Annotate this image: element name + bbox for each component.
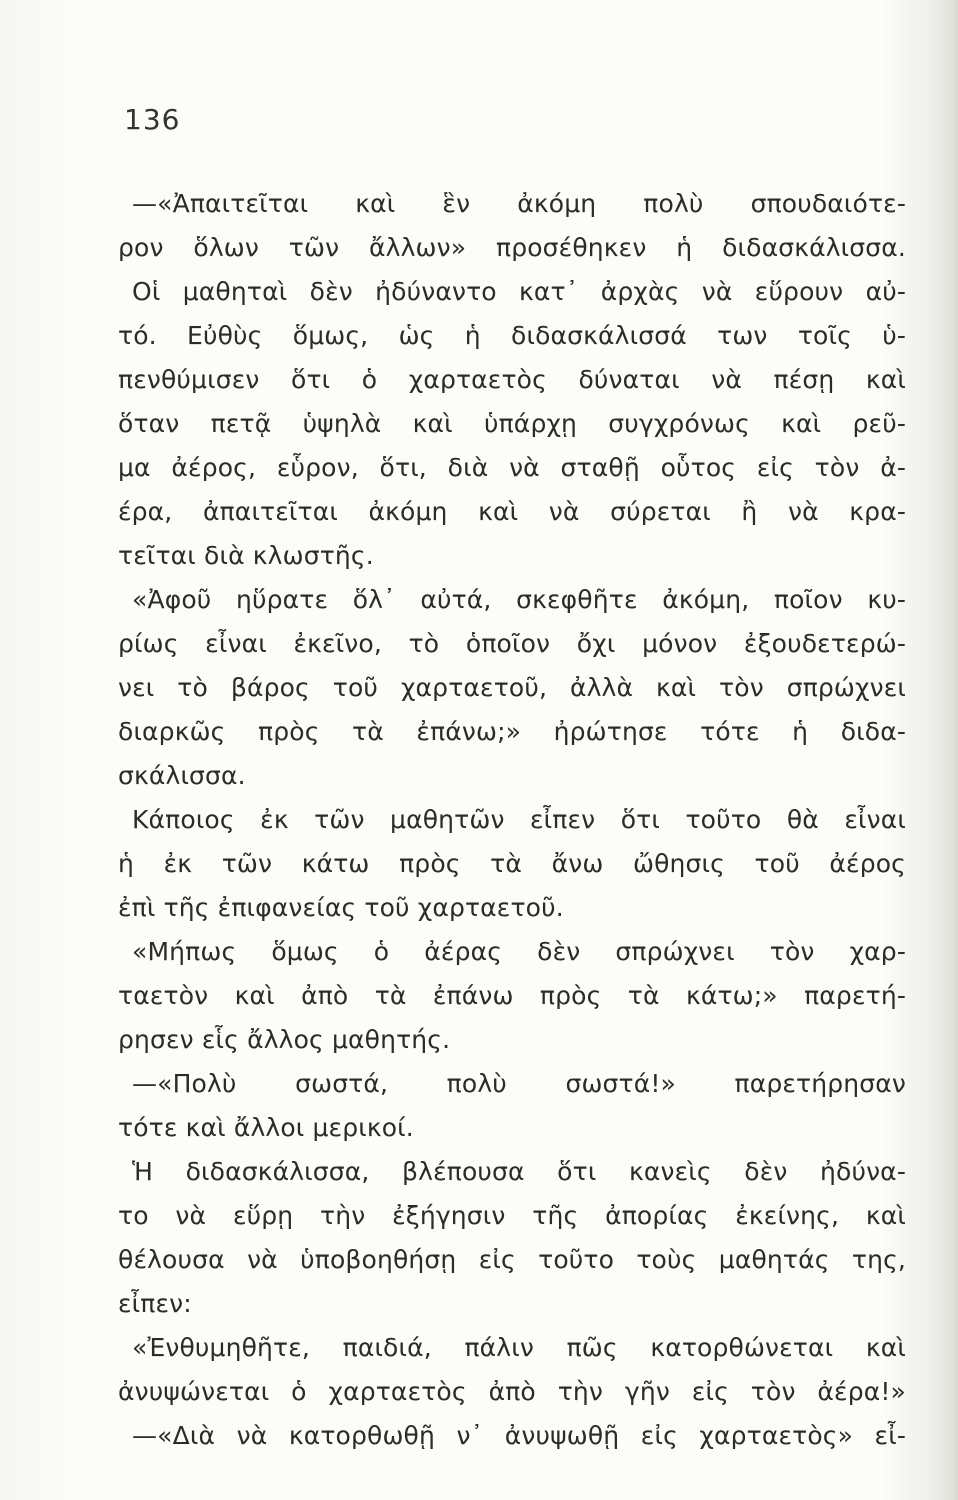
text-line: Οἱ μαθηταὶ δὲν ἠδύναντο κατ᾿ ἀρχὰς νὰ εὕρουν αὐ- <box>132 277 906 306</box>
text-line: τεῖται διὰ κλωστῆς. <box>118 541 374 570</box>
text-line: διαρκῶς πρὸς τὰ ἐπάνω;» ἠρώτησε τότε ἡ διδα- <box>118 717 906 746</box>
text-line: —«Ἀπαιτεῖται καὶ ἓν ἀκόμη πολὺ σπουδαιότε- <box>132 189 906 218</box>
text-line: το νὰ εὕρῃ τὴν ἐξήγησιν τῆς ἀπορίας ἐκείνης, καὶ <box>118 1201 906 1230</box>
text-line: εἶπεν: <box>118 1289 192 1318</box>
text-line: ταετὸν καὶ ἀπὸ τὰ ἐπάνω πρὸς τὰ κάτω;» παρετή- <box>118 981 906 1010</box>
text-line: μα ἀέρος, εὗρον, ὅτι, διὰ νὰ σταθῇ οὗτος εἰς τὸν ἀ- <box>118 453 906 482</box>
text-line: θέλουσα νὰ ὑποβοηθήσῃ εἰς τοῦτο τοὺς μαθητάς της, <box>118 1245 906 1274</box>
text-line: ἀνυψώνεται ὁ χαρταετὸς ἀπὸ τὴν γῆν εἰς τὸν ἀέρα!» <box>118 1377 906 1406</box>
text-line: Κάποιος ἐκ τῶν μαθητῶν εἶπεν ὅτι τοῦτο θὰ εἶναι <box>132 805 906 834</box>
text-line: —«Διὰ νὰ κατορθωθῇ ν᾿ ἀνυψωθῇ εἰς χαρταετὸς» εἶ- <box>132 1421 906 1450</box>
text-line: τότε καὶ ἄλλοι μερικοί. <box>118 1113 414 1142</box>
text-line: ὅταν πετᾷ ὑψηλὰ καὶ ὑπάρχῃ συγχρόνως καὶ ρεῦ- <box>118 409 906 438</box>
page-edge-shadow <box>938 0 958 1500</box>
text-line: σκάλισσα. <box>118 761 246 790</box>
text-line: «Ἀφοῦ ηὕρατε ὅλ᾿ αὐτά, σκεφθῆτε ἀκόμη, ποῖον κυ- <box>132 585 906 614</box>
text-line: πενθύμισεν ὅτι ὁ χαρταετὸς δύναται νὰ πέσῃ καὶ <box>118 365 906 394</box>
text-line: ἐπὶ τῆς ἐπιφανείας τοῦ χαρταετοῦ. <box>118 893 564 922</box>
text-line: έρα, ἀπαιτεῖται ἀκόμη καὶ νὰ σύρεται ἢ νὰ κρα- <box>118 497 906 526</box>
text-line: ρίως εἶναι ἐκεῖνο, τὸ ὁποῖον ὄχι μόνον ἐξουδετερώ- <box>118 629 906 658</box>
text-line: «Μήπως ὅμως ὁ ἀέρας δὲν σπρώχνει τὸν χαρ- <box>132 937 906 966</box>
text-line: «Ἐνθυμηθῆτε, παιδιά, πάλιν πῶς κατορθώνεται καὶ <box>132 1333 906 1362</box>
page-number: 136 <box>124 103 181 136</box>
text-line: Ἡ διδασκάλισσα, βλέπουσα ὅτι κανεὶς δὲν ἠδύνα- <box>132 1157 906 1186</box>
text-line: τό. Εὐθὺς ὅμως, ὡς ἡ διδασκάλισσά των τοῖς ὑ- <box>118 321 906 350</box>
text-line: νει τὸ βάρος τοῦ χαρταετοῦ, ἀλλὰ καὶ τὸν σπρώχνει <box>118 673 906 702</box>
text-line: —«Πολὺ σωστά, πολὺ σωστά!» παρετήρησαν <box>132 1069 906 1098</box>
text-line: ρησεν εἷς ἄλλος μαθητής. <box>118 1025 451 1054</box>
text-line: ρον ὅλων τῶν ἄλλων» προσέθηκεν ἡ διδασκάλισσα. <box>118 233 906 262</box>
text-line: ἡ ἐκ τῶν κάτω πρὸς τὰ ἄνω ὤθησις τοῦ ἀέρος <box>118 849 906 878</box>
